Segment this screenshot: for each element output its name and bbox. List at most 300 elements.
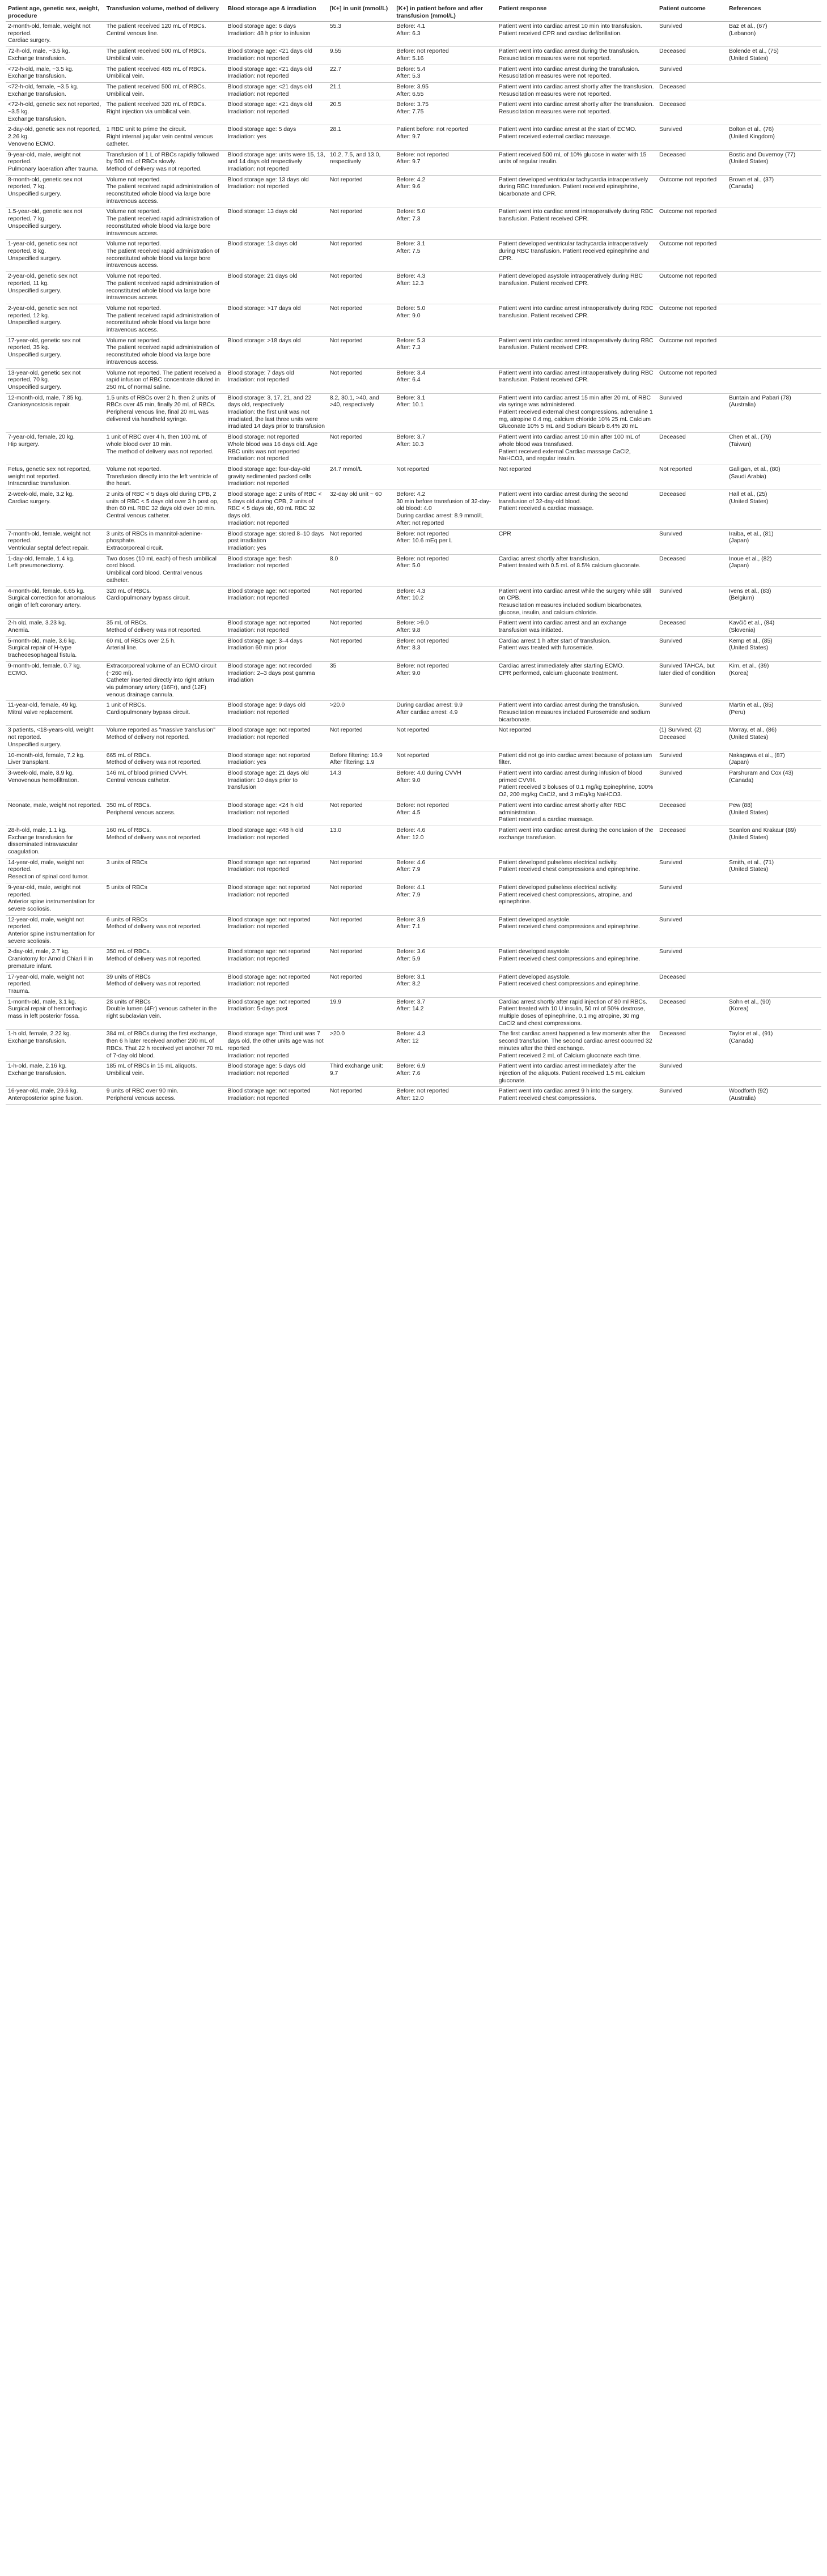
reference-cell[interactable]: Bolton et al., (76) (United Kingdom) <box>727 125 821 150</box>
table-cell: Volume not reported. Transfusion directly into the left ventricle of the heart. <box>104 465 226 490</box>
table-cell: Not reported <box>328 636 395 661</box>
table-cell: 1.5 units of RBCs over 2 h, then 2 units of RBCs over 45 min, finally 20 mL of RBCs. Peripheral venous line, final 20 mL was delivered via handheld syringe. <box>104 393 226 433</box>
table-cell: Volume not reported. The patient received rapid administration of reconstituted whole blood via large bore intravenous access. <box>104 207 226 240</box>
table-cell: Patient went into cardiac arrest 10 min into transfusion. Patient received CPR and cardiac defibrillation. <box>497 22 657 47</box>
table-cell: 1-month-old, male, 3.1 kg. Surgical repair of hemorrhagic mass in left posterior fossa. <box>6 997 104 1030</box>
table-cell: Before: not reported After: 8.3 <box>394 636 496 661</box>
table-cell: Extracorporeal volume of an ECMO circuit (~260 ml). Catheter inserted directly into right atrium via pulmonary artery (16Fr), and (12F) venous drainage cannula. <box>104 661 226 701</box>
table-cell: 16-year-old, male, 29.6 kg. Anteroposterior spine fusion. <box>6 1087 104 1104</box>
table-row <box>6 304 821 336</box>
table-cell: Blood storage: 13 days old <box>225 240 327 272</box>
table-cell: Outcome not reported <box>657 240 727 272</box>
table-cell: Deceased <box>657 150 727 175</box>
table-cell: Two doses (10 mL each) of fresh umbilical cord blood. Umbilical cord blood. Central venous catheter. <box>104 554 226 586</box>
table-row <box>6 915 821 947</box>
table-cell: Not reported <box>328 858 395 883</box>
table-cell: Patient developed pulseless electrical activity. Patient received chest compressions, atropine, and epinephrine. <box>497 883 657 915</box>
table-cell: Patient went into cardiac arrest shortly after RBC administration. Patient received a cardiac massage. <box>497 801 657 826</box>
table-cell: Before: 4.3 After: 10.2 <box>394 586 496 619</box>
table-cell: Cardiac arrest 1 h after start of transfusion. Patient was treated with furosemide. <box>497 636 657 661</box>
table-cell: Not reported <box>394 726 496 751</box>
table-cell: Before: 4.2 30 min before transfusion of 32-day-old blood: 4.0 During cardiac arrest: 8.9 mmol/L After: not reported <box>394 490 496 530</box>
table-cell: Blood storage: >17 days old <box>225 304 327 336</box>
table-cell: Patient went into cardiac arrest at the start of ECMO. Patient received external cardiac massage. <box>497 125 657 150</box>
table-cell: Patient developed asystole. Patient received chest compressions and epinephrine. <box>497 947 657 972</box>
table-cell: 12-month-old, male, 7.85 kg. Craniosynostosis repair. <box>6 393 104 433</box>
table-cell: >20.0 <box>328 1030 395 1062</box>
table-cell: Patient went into cardiac arrest 15 min after 20 mL of RBC via syringe was administered. Patient received external chest compressions, adrenaline 1 mg, atropine 0.4 mg, calcium chloride 10% 25 mL Calcium Gluconate 10% 5 mL and Sodium Bicarb 8.4% 20 mL <box>497 393 657 433</box>
table-cell: 14.3 <box>328 768 395 801</box>
table-row <box>6 1062 821 1087</box>
table-cell: 28-h-old, male, 1.1 kg. Exchange transfusion for disseminated intravascular coagulation. <box>6 826 104 858</box>
table-cell: Deceased <box>657 82 727 100</box>
table-cell: Patient went into cardiac arrest during the transfusion. Resuscitation measures were not reported. <box>497 65 657 82</box>
table-row <box>6 1030 821 1062</box>
table-cell: Before: not reported After: 10.6 mEq per L <box>394 529 496 554</box>
table-cell: Blood storage age: Third unit was 7 days old, the other units age was not reported Irradiation: not reported <box>225 1030 327 1062</box>
table-cell: 17-year-old, male, weight not reported. Trauma. <box>6 972 104 997</box>
table-cell: Not reported <box>328 1087 395 1104</box>
table-cell: 2-year-old, genetic sex not reported, 11 kg. Unspecified surgery. <box>6 272 104 304</box>
table-cell: 8.2, 30.1, >40, and >40, respectively <box>328 393 395 433</box>
table-cell: Patient went into cardiac arrest during the transfusion. Resuscitation measures were not reported. <box>497 47 657 65</box>
reference-cell <box>727 972 821 997</box>
table-cell: Not reported <box>328 368 395 393</box>
table-cell: 1.5-year-old, genetic sex not reported, 7 kg. Unspecified surgery. <box>6 207 104 240</box>
table-cell: Survived <box>657 529 727 554</box>
table-cell: Blood storage age: <21 days old Irradiation: not reported <box>225 82 327 100</box>
table-cell: Cardiac arrest shortly after transfusion. Patient treated with 0.5 mL of 8.5% calcium gluconate. <box>497 554 657 586</box>
table-row <box>6 997 821 1030</box>
table-cell: Patient developed asystole intraoperatively during RBC transfusion. Patient received CPR. <box>497 272 657 304</box>
table-cell: The patient received 500 mL of RBCs. Umbilical vein. <box>104 47 226 65</box>
table-row <box>6 336 821 368</box>
table-cell: Before: not reported After: 9.7 <box>394 150 496 175</box>
table-body <box>6 22 821 1105</box>
table-cell: Blood storage age: not reported Irradiation: not reported <box>225 972 327 997</box>
table-cell: Patient developed asystole. Patient received chest compressions and epinephrine. <box>497 972 657 997</box>
table-cell: The patient received 485 mL of RBCs. Umbilical vein. <box>104 65 226 82</box>
table-cell: Outcome not reported <box>657 175 727 207</box>
table-cell: Patient went into cardiac arrest intraoperatively during RBC transfusion. Patient received CPR. <box>497 207 657 240</box>
table-cell: 11-year-old, female, 49 kg. Mitral valve replacement. <box>6 701 104 726</box>
table-cell: Volume not reported. The patient received rapid administration of reconstituted whole blood via large bore intravenous access. <box>104 304 226 336</box>
reference-cell[interactable]: Parshuram and Cox (43) (Canada) <box>727 768 821 801</box>
table-cell: Blood storage age: 5 days old Irradiation: not reported <box>225 1062 327 1087</box>
column-header: Transfusion volume, method of delivery <box>104 3 226 22</box>
table-cell: Blood storage age: 21 days old Irradiation: 10 days prior to transfusion <box>225 768 327 801</box>
table-row <box>6 368 821 393</box>
table-cell: 1 RBC unit to prime the circuit. Right internal jugular vein central venous catheter. <box>104 125 226 150</box>
table-cell: Blood storage age: not reported Irradiation: not reported <box>225 858 327 883</box>
table-cell: 17-year-old, genetic sex not reported, 35 kg. Unspecified surgery. <box>6 336 104 368</box>
table-cell: 13-year-old, genetic sex not reported, 70 kg. Unspecified surgery. <box>6 368 104 393</box>
table-cell: Before: 4.1 After: 6.3 <box>394 22 496 47</box>
table-cell: Patient developed asystole. Patient received chest compressions and epinephrine. <box>497 915 657 947</box>
reference-cell[interactable]: Scanlon and Krakaur (89) (United States) <box>727 826 821 858</box>
column-header: References <box>727 3 821 22</box>
table-cell: Before: not reported After: 5.0 <box>394 554 496 586</box>
table-row <box>6 433 821 465</box>
reference-cell <box>727 883 821 915</box>
table-cell: 35 mL of RBCs. Method of delivery was not reported. <box>104 619 226 636</box>
table-row <box>6 100 821 125</box>
table-cell: 3 patients, <18-years-old, weight not reported. Unspecified surgery. <box>6 726 104 751</box>
table-row <box>6 619 821 636</box>
table-cell: (1) Survived; (2) Deceased <box>657 726 727 751</box>
reference-cell[interactable]: Kim, et al., (39) (Korea) <box>727 661 821 701</box>
table-cell: Before: 4.3 After: 12 <box>394 1030 496 1062</box>
table-cell: 28 units of RBCs Double lumen (4Fr) venous catheter in the right subclavian vein. <box>104 997 226 1030</box>
table-cell: During cardiac arrest: 9.9 After cardiac arrest: 4.9 <box>394 701 496 726</box>
table-cell: 3-week-old, male, 8.9 kg. Venovenous hemofiltration. <box>6 768 104 801</box>
table-cell: 2-day-old, male, 2.7 kg. Craniotomy for Arnold Chiari II in premature infant. <box>6 947 104 972</box>
table-cell: Blood storage age: not reported Irradiation: not reported <box>225 726 327 751</box>
table-cell: Patient went into cardiac arrest while the surgery while still on CPB. Resuscitation measures included sodium bicarbonates, glucose, insulin, and calcium chloride. <box>497 586 657 619</box>
table-cell: Before: 5.0 After: 9.0 <box>394 304 496 336</box>
table-cell: <72-h-old, male, ~3.5 kg. Exchange transfusion. <box>6 65 104 82</box>
reference-cell[interactable]: Kemp et al., (85) (United States) <box>727 636 821 661</box>
reference-cell <box>727 82 821 100</box>
table-cell: Before: 3.1 After: 10.1 <box>394 393 496 433</box>
reference-cell[interactable]: Bolende et al., (75) (United States) <box>727 47 821 65</box>
table-row <box>6 661 821 701</box>
table-cell: Before: 4.6 After: 7.9 <box>394 858 496 883</box>
table-cell: Blood storage age: <48 h old Irradiation: not reported <box>225 826 327 858</box>
table-cell: 13.0 <box>328 826 395 858</box>
table-cell: 7-month-old, female, weight not reported. Ventricular septal defect repair. <box>6 529 104 554</box>
table-cell: Blood storage age: not reported Irradiation: not reported <box>225 915 327 947</box>
table-cell: Cardiac arrest shortly after rapid injection of 80 ml RBCs. Patient treated with 10 U insulin, 50 ml of 50% dextrose, multiple doses of epinephrine, 0.1 mg atropine, 30 mg CaCl2 and chest compressions. <box>497 997 657 1030</box>
reference-cell[interactable]: Morray, et al., (86) (United States) <box>727 726 821 751</box>
table-cell: <72-h-old, genetic sex not reported, ~3.5 kg. Exchange transfusion. <box>6 100 104 125</box>
table-cell: Not reported <box>328 947 395 972</box>
reference-cell[interactable]: Baz et al., (67) (Lebanon) <box>727 22 821 47</box>
reference-cell[interactable]: Pew (88) (United States) <box>727 801 821 826</box>
table-row <box>6 272 821 304</box>
table-row <box>6 801 821 826</box>
reference-cell[interactable]: Hall et al., (25) (United States) <box>727 490 821 530</box>
table-cell: Not reported <box>328 529 395 554</box>
reference-cell[interactable]: Nakagawa et al., (87) (Japan) <box>727 751 821 768</box>
table-row <box>6 972 821 997</box>
table-row <box>6 65 821 82</box>
table-cell: Survived <box>657 22 727 47</box>
table-cell: Blood storage: 13 days old <box>225 207 327 240</box>
table-cell: Survived <box>657 586 727 619</box>
table-row <box>6 726 821 751</box>
table-cell: Patient went into cardiac arrest intraoperatively during RBC transfusion. Patient received CPR. <box>497 368 657 393</box>
table-cell: Not reported <box>328 619 395 636</box>
table-row <box>6 858 821 883</box>
table-cell: Deceased <box>657 997 727 1030</box>
table-cell: 2-year-old, genetic sex not reported, 12 kg. Unspecified surgery. <box>6 304 104 336</box>
table-cell: 35 <box>328 661 395 701</box>
table-cell: 55.3 <box>328 22 395 47</box>
table-cell: Survived <box>657 393 727 433</box>
table-cell: Before: 3.75 After: 7.75 <box>394 100 496 125</box>
table-cell: 2-day-old, genetic sex not reported, 2.26 kg. Venoveno ECMO. <box>6 125 104 150</box>
table-cell: Not reported <box>328 433 395 465</box>
table-cell: Not reported <box>328 972 395 997</box>
column-header: Patient age, genetic sex, weight, procedure <box>6 3 104 22</box>
table-cell: 320 mL of RBCs. Cardiopulmonary bypass circuit. <box>104 586 226 619</box>
table-cell: 21.1 <box>328 82 395 100</box>
table-row <box>6 47 821 65</box>
table-cell: Not reported <box>328 175 395 207</box>
table-cell: Before: not reported After: 9.0 <box>394 661 496 701</box>
table-cell: Blood storage age: not reported Irradiation: not reported <box>225 947 327 972</box>
table-cell: 9-year-old, male, weight not reported. Anterior spine instrumentation for severe scoliosis. <box>6 883 104 915</box>
table-cell: Patient went into cardiac arrest immediately after the injection of the aliquots. Patient received 1.5 mL calcium gluconate. <box>497 1062 657 1087</box>
table-cell: Volume not reported. The patient received rapid administration of reconstituted whole blood via large bore intravenous access. <box>104 272 226 304</box>
reference-cell[interactable]: Galligan, et al., (80) (Saudi Arabia) <box>727 465 821 490</box>
table-cell: Survived <box>657 636 727 661</box>
reference-cell[interactable]: Ivens et al., (83) (Belgium) <box>727 586 821 619</box>
table-cell: Before: >9.0 After: 9.8 <box>394 619 496 636</box>
table-cell: Blood storage age: not reported Irradiation: not reported <box>225 586 327 619</box>
reference-cell <box>727 1062 821 1087</box>
table-row <box>6 947 821 972</box>
table-cell: 10.2, 7.5, and 13.0, respectively <box>328 150 395 175</box>
table-cell: Patient developed pulseless electrical activity. Patient received chest compressions and epinephrine. <box>497 858 657 883</box>
table-cell: Blood storage age: 2 units of RBC < 5 days old during CPB, 2 units of RBC < 5 days old, 60 mL RBC 32 days old. Irradiation: not reported <box>225 490 327 530</box>
table-row <box>6 150 821 175</box>
table-cell: 665 mL of RBCs. Method of delivery was not reported. <box>104 751 226 768</box>
table-cell: Outcome not reported <box>657 207 727 240</box>
reference-cell[interactable]: Martin et al., (85) (Peru) <box>727 701 821 726</box>
table-cell: Survived <box>657 858 727 883</box>
table-cell: Patient went into cardiac arrest intraoperatively during RBC transfusion. Patient received CPR. <box>497 336 657 368</box>
table-cell: Survived <box>657 915 727 947</box>
table-cell: <72-h-old, female, ~3.5 kg. Exchange transfusion. <box>6 82 104 100</box>
reference-cell[interactable]: Smith, et al., (71) (United States) <box>727 858 821 883</box>
table-cell: Before: 3.7 After: 14.2 <box>394 997 496 1030</box>
table-cell: Volume not reported. The patient received a rapid infusion of RBC concentrate diluted in 250 mL of normal saline. <box>104 368 226 393</box>
reference-cell[interactable]: Kavčič et al., (84) (Slovenia) <box>727 619 821 636</box>
table-cell: Patient went into cardiac arrest shortly after the transfusion. Resuscitation measures were not reported. <box>497 100 657 125</box>
table-cell: Deceased <box>657 490 727 530</box>
reference-cell[interactable]: Iraiba, et al., (81) (Japan) <box>727 529 821 554</box>
table-cell: Deceased <box>657 619 727 636</box>
table-cell: 39 units of RBCs Method of delivery was not reported. <box>104 972 226 997</box>
table-cell: Patient went into cardiac arrest during the conclusion of the exchange transfusion. <box>497 826 657 858</box>
table-cell: Blood storage age: 5 days Irradiation: yes <box>225 125 327 150</box>
reference-cell[interactable]: Taylor et al., (91) (Canada) <box>727 1030 821 1062</box>
reference-cell[interactable]: Inoue et al., (82) (Japan) <box>727 554 821 586</box>
table-cell: Survived <box>657 768 727 801</box>
table-cell: Before: 3.7 After: 10.3 <box>394 433 496 465</box>
table-cell: Before: 4.3 After: 12.3 <box>394 272 496 304</box>
table-cell: Not reported <box>328 801 395 826</box>
table-cell: Deceased <box>657 1030 727 1062</box>
table-cell: Third exchange unit: 9.7 <box>328 1062 395 1087</box>
table-cell: Patient received 500 mL of 10% glucose in water with 15 units of regular insulin. <box>497 150 657 175</box>
table-cell: Blood storage: 21 days old <box>225 272 327 304</box>
table-row <box>6 240 821 272</box>
table-cell: Outcome not reported <box>657 272 727 304</box>
reference-cell[interactable]: Chen et al., (79) (Taiwan) <box>727 433 821 465</box>
reference-cell[interactable]: Brown et al., (37) (Canada) <box>727 175 821 207</box>
table-cell: Survived TAHCA, but later died of condition <box>657 661 727 701</box>
reference-cell <box>727 65 821 82</box>
table-cell: Before: 6.9 After: 7.6 <box>394 1062 496 1087</box>
table-cell: Survived <box>657 751 727 768</box>
table-cell: 2-h old, male, 3.23 kg. Anemia. <box>6 619 104 636</box>
reference-cell <box>727 207 821 240</box>
table-cell: Before: 3.95 After: 6.55 <box>394 82 496 100</box>
table-cell: Patient went into cardiac arrest during infusion of blood primed CVVH. Patient received 3 boluses of 0.1 mg/kg Epinephrine, 100% O2, 200 mg/kg CaCl2, and 3 mEq/kg NaHCO3. <box>497 768 657 801</box>
table-cell: Fetus, genetic sex not reported, weight not reported. Intracardiac transfusion. <box>6 465 104 490</box>
table-cell: Patient developed ventricular tachycardia intraoperatively during RBC transfusion. Patient received epinephrine, bicarbonate and CPR. <box>497 175 657 207</box>
table-cell: Before: 3.1 After: 8.2 <box>394 972 496 997</box>
table-cell: Volume not reported. The patient received rapid administration of reconstituted whole blood via large bore intravenous access. <box>104 336 226 368</box>
table-cell: Survived <box>657 1062 727 1087</box>
table-header <box>6 3 821 22</box>
table-cell: >20.0 <box>328 701 395 726</box>
table-cell: 350 mL of RBCs. Method of delivery was not reported. <box>104 947 226 972</box>
table-row <box>6 82 821 100</box>
table-cell: Blood storage age: four-day-old gravity sedimented packed cells Irradiation: not reported <box>225 465 327 490</box>
table-cell: 160 mL of RBCs. Method of delivery was not reported. <box>104 826 226 858</box>
table-cell: 8-month-old, genetic sex not reported, 7 kg. Unspecified surgery. <box>6 175 104 207</box>
table-cell: 60 mL of RBCs over 2.5 h. Arterial line. <box>104 636 226 661</box>
reference-cell[interactable]: Woodforth (92) (Australia) <box>727 1087 821 1104</box>
table-cell: Blood storage: >18 days old <box>225 336 327 368</box>
table-cell: Neonate, male, weight not reported. <box>6 801 104 826</box>
table-cell: 9-month-old, female, 0.7 kg. ECMO. <box>6 661 104 701</box>
table-row <box>6 883 821 915</box>
reference-cell[interactable]: Sohn et al., (90) (Korea) <box>727 997 821 1030</box>
table-cell: Blood storage age: not recorded Irradiation: 2–3 days post gamma irradiation <box>225 661 327 701</box>
table-cell: Survived <box>657 701 727 726</box>
table-cell: 1 unit of RBCs. Cardiopulmonary bypass circuit. <box>104 701 226 726</box>
table-cell: Blood storage age: not reported Irradiation: not reported <box>225 883 327 915</box>
table-cell: Outcome not reported <box>657 336 727 368</box>
table-cell: Not reported <box>394 751 496 768</box>
table-cell: 10-month-old, female, 7.2 kg. Liver transplant. <box>6 751 104 768</box>
table-cell: 8.0 <box>328 554 395 586</box>
table-cell: Not reported <box>394 465 496 490</box>
table-cell: Blood storage age: not reported Irradiation: not reported <box>225 619 327 636</box>
table-cell: Blood storage age: <21 days old Irradiation: not reported <box>225 100 327 125</box>
table-cell: 14-year-old, male, weight not reported. Resection of spinal cord tumor. <box>6 858 104 883</box>
table-cell: Deceased <box>657 433 727 465</box>
table-row <box>6 826 821 858</box>
table-cell: Before: not reported After: 12.0 <box>394 1087 496 1104</box>
table-cell: Blood storage age: fresh Irradiation: not reported <box>225 554 327 586</box>
table-cell: 7-year-old, female, 20 kg. Hip surgery. <box>6 433 104 465</box>
table-cell: CPR <box>497 529 657 554</box>
table-cell: Patient before: not reported After: 9.7 <box>394 125 496 150</box>
table-cell: Before: 4.0 during CVVH After: 9.0 <box>394 768 496 801</box>
table-cell: 2 units of RBC < 5 days old during CPB, 2 units of RBC < 5 days old over 3 h post op, then 60 mL RBC 32 days old over 10 min. Central venous catheter. <box>104 490 226 530</box>
table-cell: 185 mL of RBCs in 15 mL aliquots. Umbilical vein. <box>104 1062 226 1087</box>
table-cell: Patient went into cardiac arrest 9 h into the surgery. Patient received chest compressions. <box>497 1087 657 1104</box>
table-cell: Not reported <box>328 304 395 336</box>
table-cell: Before: not reported After: 4.5 <box>394 801 496 826</box>
table-cell: 3 units of RBCs <box>104 858 226 883</box>
table-row <box>6 490 821 530</box>
table-cell: The patient received 320 mL of RBCs. Right injection via umbilical vein. <box>104 100 226 125</box>
table-row <box>6 393 821 433</box>
table-cell: 22.7 <box>328 65 395 82</box>
table-row <box>6 554 821 586</box>
table-row <box>6 586 821 619</box>
table-row <box>6 529 821 554</box>
column-header: Patient outcome <box>657 3 727 22</box>
table-cell: Volume not reported. The patient received rapid administration of reconstituted whole blood via large bore intravenous access. <box>104 175 226 207</box>
table-cell: Cardiac arrest immediately after starting ECMO. CPR performed, calcium gluconate treatment. <box>497 661 657 701</box>
table-cell: Not reported <box>657 465 727 490</box>
article-table-container <box>6 3 821 1105</box>
table-cell: Before: 4.2 After: 9.6 <box>394 175 496 207</box>
table-cell: Not reported <box>328 207 395 240</box>
table-cell: Blood storage age: units were 15, 13, and 14 days old respectively Irradiation: not reported <box>225 150 327 175</box>
table-cell: Not reported <box>497 465 657 490</box>
reference-cell <box>727 915 821 947</box>
column-header: Patient response <box>497 3 657 22</box>
table-cell: 24.7 mmol/L <box>328 465 395 490</box>
table-cell: Before filtering: 16.9 After filtering: 1.9 <box>328 751 395 768</box>
table-cell: 19.9 <box>328 997 395 1030</box>
table-cell: The patient received 120 mL of RBCs. Central venous line. <box>104 22 226 47</box>
table-cell: Before: 3.4 After: 6.4 <box>394 368 496 393</box>
table-cell: Before: 5.0 After: 7.3 <box>394 207 496 240</box>
table-cell: Volume not reported. The patient received rapid administration of reconstituted whole blood via large bore intravenous access. <box>104 240 226 272</box>
table-cell: 1-day-old, female, 1.4 kg. Left pneumonectomy. <box>6 554 104 586</box>
table-cell: Deceased <box>657 972 727 997</box>
table-cell: Volume reported as "massive transfusion" Method of delivery not reported. <box>104 726 226 751</box>
table-cell: 2-week-old, male, 3.2 kg. Cardiac surgery. <box>6 490 104 530</box>
table-cell: Patient went into cardiac arrest 10 min after 100 mL of whole blood was transfused. Patient received external Cardiac massage CaCl2, NaHCO3, and regular insulin. <box>497 433 657 465</box>
table-cell: Blood storage age: 3–4 days Irradiation 60 min prior <box>225 636 327 661</box>
table-row <box>6 751 821 768</box>
table-cell: Not reported <box>328 915 395 947</box>
table-cell: Blood storage age: 6 days Irradiation: 48 h prior to infusion <box>225 22 327 47</box>
table-cell: Patient went into cardiac arrest shortly after the transfusion. Resuscitation measures were not reported. <box>497 82 657 100</box>
table-cell: Before: 5.3 After: 7.3 <box>394 336 496 368</box>
case-report-table <box>6 3 821 1105</box>
table-cell: Blood storage: 3, 17, 21, and 22 days old, respectively Irradiation: the first unit was not irradiated, the last three units were irradiated 14 days prior to transfusion <box>225 393 327 433</box>
table-cell: Not reported <box>328 272 395 304</box>
table-cell: 350 mL of RBCs. Peripheral venous access. <box>104 801 226 826</box>
table-cell: Not reported <box>328 336 395 368</box>
table-cell: Blood storage age: 9 days old Irradiation: not reported <box>225 701 327 726</box>
table-cell: 32-day old unit ~ 60 <box>328 490 395 530</box>
table-row <box>6 22 821 47</box>
table-cell: Not reported <box>328 240 395 272</box>
table-cell: 9 units of RBC over 90 min. Peripheral venous access. <box>104 1087 226 1104</box>
reference-cell <box>727 947 821 972</box>
table-row <box>6 207 821 240</box>
table-row <box>6 701 821 726</box>
reference-cell <box>727 272 821 304</box>
table-cell: Patient went into cardiac arrest during the second transfusion of 32-day-old blood. Patient received a cardiac massage. <box>497 490 657 530</box>
reference-cell[interactable]: Bostic and Duvernoy (77) (United States) <box>727 150 821 175</box>
table-cell: 20.5 <box>328 100 395 125</box>
table-cell: 1-h old, female, 2.22 kg. Exchange transfusion. <box>6 1030 104 1062</box>
table-cell: 6 units of RBCs Method of delivery was not reported. <box>104 915 226 947</box>
table-cell: 4-month-old, female, 6.65 kg. Surgical correction for anomalous origin of left coronary artery. <box>6 586 104 619</box>
column-header: [K+] in patient before and after transfusion (mmol/L) <box>394 3 496 22</box>
table-cell: Not reported <box>328 726 395 751</box>
reference-cell <box>727 368 821 393</box>
table-cell: Patient went into cardiac arrest during the transfusion. Resuscitation measures included Furosemide and sodium bicarbonate. <box>497 701 657 726</box>
table-cell: Before: 3.9 After: 7.1 <box>394 915 496 947</box>
reference-cell[interactable]: Buntain and Pabari (78) (Australia) <box>727 393 821 433</box>
table-cell: Survived <box>657 947 727 972</box>
